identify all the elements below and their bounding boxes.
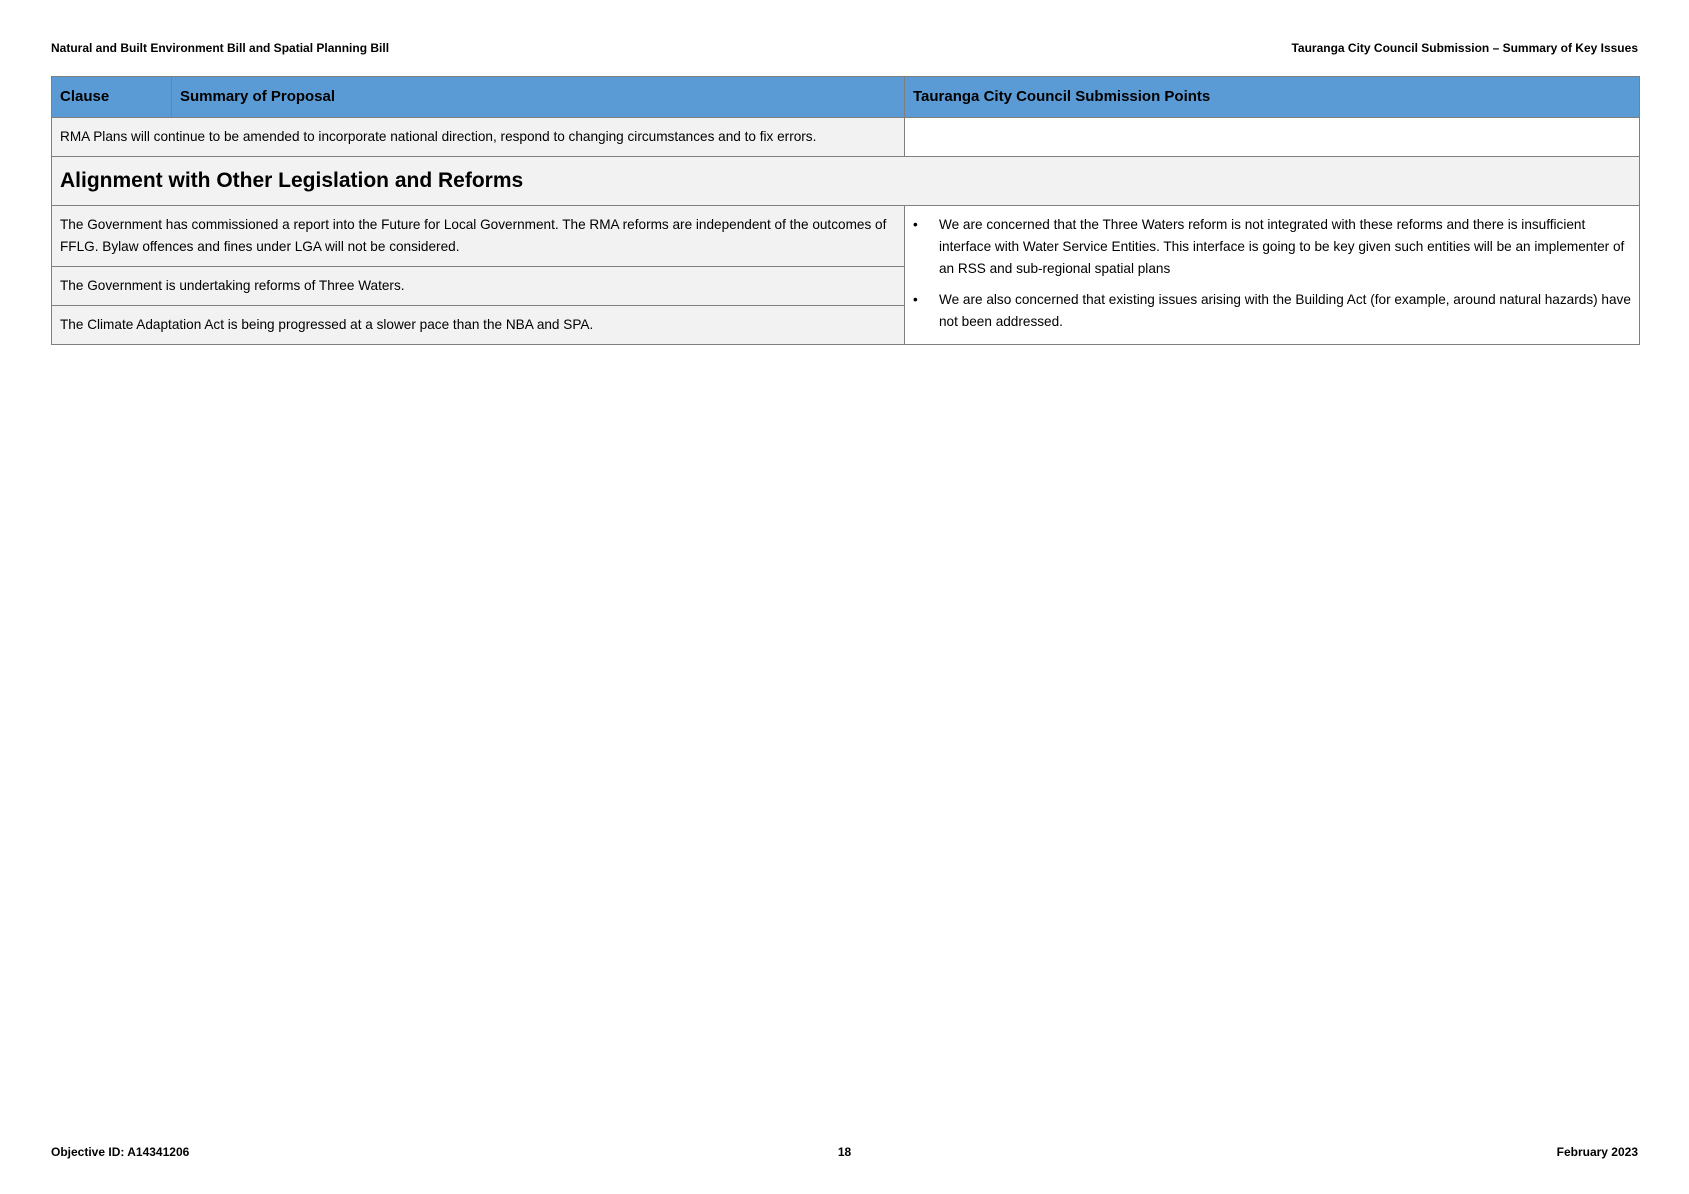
header-submission-title: Tauranga City Council Submission – Summary of Key Issues bbox=[1291, 41, 1638, 55]
table-header-row bbox=[52, 77, 1640, 118]
proposal-cell-climate-adaptation: The Climate Adaptation Act is being progressed at a slower pace than the NBA and SPA. bbox=[52, 306, 905, 345]
running-header bbox=[51, 41, 1638, 55]
proposal-cell-rma-plans: RMA Plans will continue to be amended to incorporate national direction, respond to changing circumstances and to fix errors. bbox=[52, 118, 905, 157]
column-header-clause: Clause bbox=[52, 77, 172, 118]
header-document-title: Natural and Built Environment Bill and Spatial Planning Bill bbox=[51, 41, 390, 55]
table-row bbox=[52, 118, 1640, 157]
footer-page-number: 18 bbox=[837, 1145, 852, 1159]
footer-objective-id: Objective ID: A14341206 bbox=[51, 1145, 190, 1159]
running-footer bbox=[51, 1145, 1638, 1161]
section-heading-row bbox=[52, 157, 1640, 206]
submission-point-text: We are also concerned that existing issues arising with the Building Act (for example, around natural hazards) have not been addressed. bbox=[939, 292, 1631, 329]
section-heading: Alignment with Other Legislation and Reforms bbox=[52, 157, 1640, 206]
proposal-cell-fflg: The Government has commissioned a report into the Future for Local Government. The RMA reforms are independent of the outcomes of FFLG. Bylaw offences and fines under LGA will not be considered. bbox=[52, 206, 905, 267]
bullet-icon: • bbox=[913, 217, 918, 232]
submission-point bbox=[913, 214, 1631, 280]
submission-points-list bbox=[913, 214, 1631, 333]
submission-point bbox=[913, 289, 1631, 333]
submission-point-text: We are concerned that the Three Waters reform is not integrated with these reforms and there is insufficient interface with Water Service Entities. This interface is going to be key given such entities will be an implementer of an RSS and sub-regional spatial plans bbox=[939, 217, 1625, 276]
bullet-icon: • bbox=[913, 292, 918, 307]
submission-cell-empty bbox=[905, 118, 1640, 157]
submission-table bbox=[51, 76, 1640, 345]
table-row bbox=[52, 206, 1640, 267]
proposal-cell-three-waters: The Government is undertaking reforms of Three Waters. bbox=[52, 267, 905, 306]
column-header-summary: Summary of Proposal bbox=[172, 77, 905, 118]
footer-date: February 2023 bbox=[1556, 1145, 1638, 1159]
submission-points-cell bbox=[905, 206, 1640, 345]
column-header-submission-points: Tauranga City Council Submission Points bbox=[905, 77, 1640, 118]
